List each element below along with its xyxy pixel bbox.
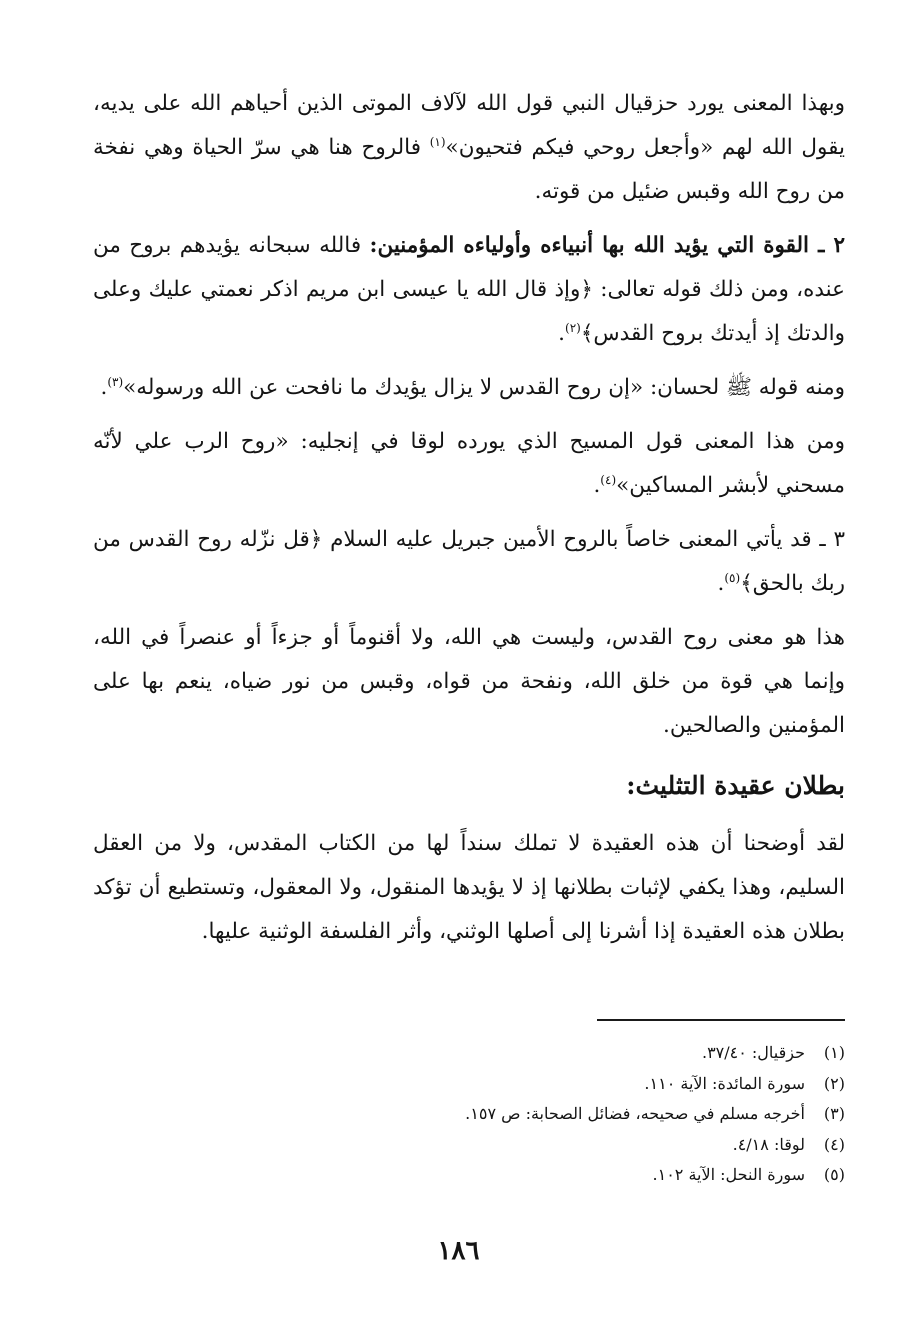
footnote-item: (١) حزقيال: ٣٧/٤٠. [701, 1043, 845, 1062]
paragraph-hassan: ومنه قوله ﷺ لحسان: «إن روح القدس لا يزال يؤيدك ما نافحت عن الله ورسوله»$^{(٣)}$. [100, 374, 845, 400]
footnotes-list [93, 1038, 845, 1191]
footnote-ref-4: (٤) [600, 472, 617, 487]
footnote-ref-2: (٢) [565, 320, 581, 335]
paragraph-point-2: ٢ ـ القوة التي يؤيد الله بها أنبياءه وأولياءه المؤمنين: فالله سبحانه يؤيدهم بروح من عنده، ومن ذلك قوله تعالى: ﴿وإذ قال الله يا عيسى ابن مريم اذكر نعمتي عليك وعلى والدتك إذ أيدتك بروح القدس﴾$^{(٢)}$. [93, 233, 845, 346]
section-heading: بطلان عقيدة التثليث: [626, 771, 845, 800]
footnote-ref-5: (٥) [724, 570, 741, 585]
footnote-item: (٥) سورة النحل: الآية ١٠٢. [652, 1165, 845, 1184]
page-number: ١٨٦ [437, 1236, 480, 1266]
point-2-lead: ٢ ـ القوة التي يؤيد الله بها أنبياءه وأولياءه المؤمنين: [369, 233, 845, 258]
paragraph-ezekiel: وبهذا المعنى يورد حزقيال النبي قول الله لآلاف الموتى الذين أحياهم الله على يديه، يقول الله لهم «وأجعل روحي فيكم فتحيون»$^{(١)}$ فالروح هنا هي سرّ الحياة وهي نفخة من روح الله وقبس ضئيل من قوته. [93, 91, 845, 204]
footnote-ref-1: (١) [429, 134, 446, 149]
paragraph-point-3: ٣ ـ قد يأتي المعنى خاصاً بالروح الأمين جبريل عليه السلام ﴿قل نزّله روح القدس من ربك بالحق﴾$^{(٥)}$. [93, 527, 845, 596]
footnote-item: (٢) سورة المائدة: الآية ١١٠. [644, 1073, 845, 1093]
footnote-ref-3: (٣) [107, 374, 124, 389]
footnote-item: (٣) أخرجه مسلم في صحيحه، فضائل الصحابة: ص ١٥٧. [465, 1104, 845, 1123]
footnote-divider [597, 1019, 845, 1021]
paragraph-conclusion: هذا هو معنى روح القدس، وليست هي الله، ولا أقنوماً أو جزءاً أو عنصراً في الله، وإنما هي قوة من خلق الله، ونفحة من قواه، وقبس من نور ضياه، ينعم بها على المؤمنين والصالحين. [93, 625, 845, 738]
main-text [93, 82, 845, 954]
paragraph-luke: ومن هذا المعنى قول المسيح الذي يورده لوقا في إنجليه: «روح الرب علي لأنّه مسحني لأبشر المساكين»$^{(٤)}$. [93, 429, 845, 498]
footnote-item: (٤) لوقا: ٤/١٨. [732, 1134, 845, 1154]
paragraph-trinity: لقد أوضحنا أن هذه العقيدة لا تملك سنداً لها من الكتاب المقدس، ولا من العقل السليم، وهذا يكفي لإثبات بطلانها إذ لا يؤيدها المنقول، ولا المعقول، وتستطيع أن تؤكد بطلان هذه العقيدة إذا أشرنا إلى أصلها الوثني، وأثر الفلسفة الوثنية عليها. [93, 831, 845, 944]
